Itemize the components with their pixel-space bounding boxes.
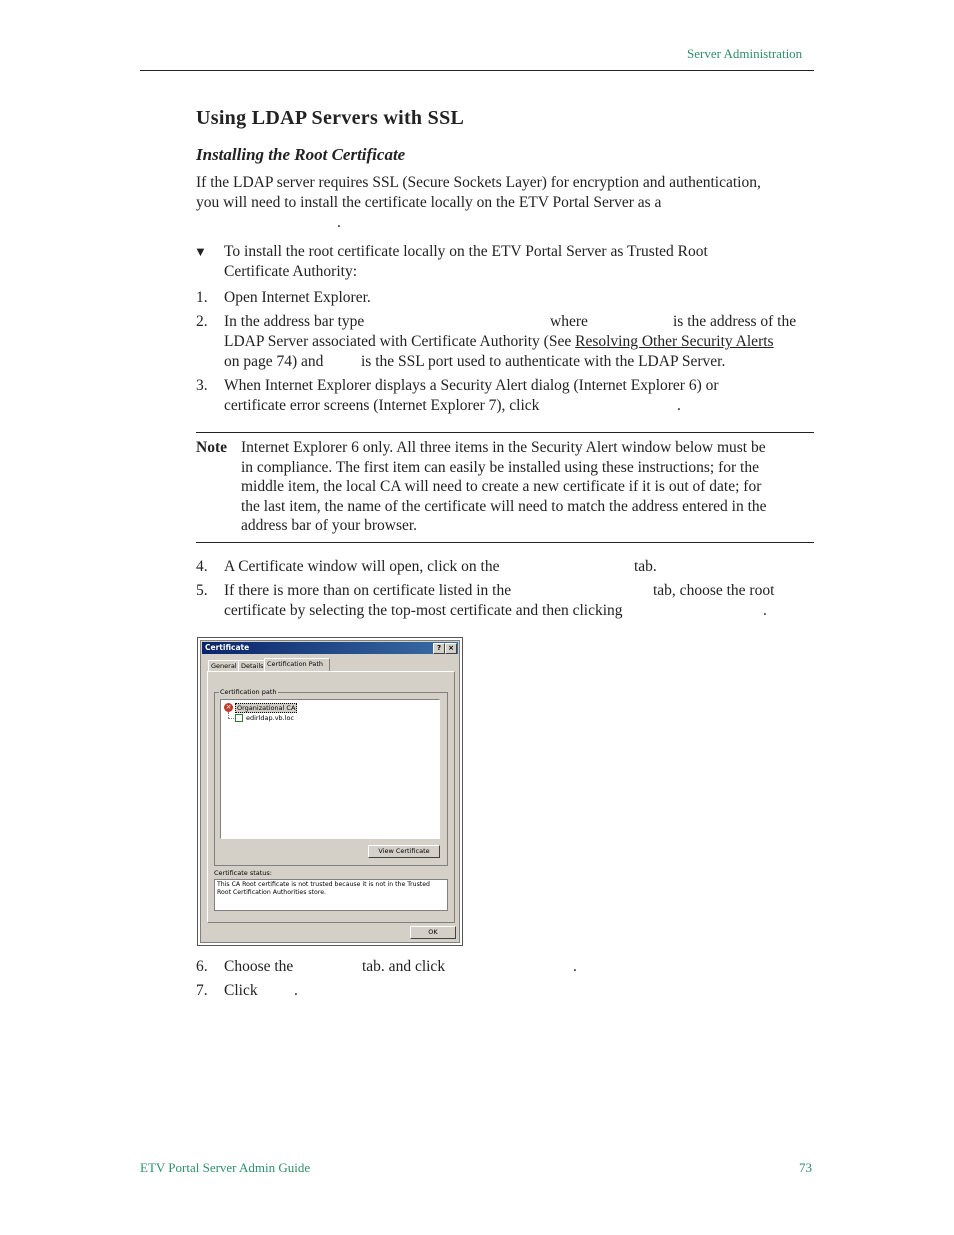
step-3-end: . — [677, 397, 681, 414]
step-2-text-c: is the address of the — [673, 313, 797, 330]
procedure-line-1: To install the root certificate locally on the ETV Portal Server as Trusted Root — [224, 243, 708, 260]
note-top-rule — [196, 432, 814, 433]
status-label: Certificate status: — [214, 869, 272, 877]
note-bottom-rule — [196, 542, 814, 543]
step-6-text-b: tab. and click — [362, 958, 446, 975]
procedure-bullet-icon: ▼ — [194, 244, 207, 259]
tree-item-root[interactable]: Organizational CA — [237, 704, 296, 712]
step-3-line-1: When Internet Explorer displays a Security Alert dialog (Internet Explorer 6) or — [224, 377, 719, 394]
step-1-number: 1. — [196, 289, 208, 306]
step-2-line-2-text: LDAP Server associated with Certificate Authority (See — [224, 333, 576, 350]
step-4-text-b: tab. — [634, 558, 657, 575]
step-3-line-2: certificate error screens (Internet Explorer 7), click — [224, 397, 540, 414]
status-text: This CA Root certificate is not trusted because it is not in the Trusted Root Certification Authorities store. — [214, 879, 448, 911]
step-7-number: 7. — [196, 982, 208, 999]
step-4-text-a: A Certificate window will open, click on the — [224, 558, 500, 575]
note-line-3: middle item, the local CA will need to create a new certificate if it is out of date; for — [241, 478, 762, 495]
step-2-number: 2. — [196, 313, 208, 330]
certificate-dialog-screenshot — [197, 637, 463, 946]
running-header: Server Administration — [687, 46, 803, 61]
group-label: Certification path — [220, 688, 277, 696]
step-5-number: 5. — [196, 582, 208, 599]
tab-general[interactable]: General — [208, 660, 240, 672]
intro-line-1: If the LDAP server requires SSL (Secure Sockets Layer) for encryption and authentication, — [196, 174, 761, 191]
close-icon[interactable]: × — [445, 643, 457, 654]
note-label: Note — [196, 439, 227, 456]
certification-tree[interactable] — [220, 699, 440, 839]
tab-certification-path[interactable]: Certification Path — [264, 658, 330, 672]
step-7-text-a: Click — [224, 982, 258, 999]
step-2-text-a: In the address bar type — [224, 313, 365, 330]
certification-path-group — [214, 688, 448, 866]
header-rule — [140, 70, 814, 71]
ok-button[interactable]: OK — [410, 926, 456, 939]
view-certificate-button[interactable]: View Certificate — [368, 845, 440, 858]
subsection-heading: Installing the Root Certificate — [196, 145, 406, 164]
intro-line-2: you will need to install the certificate locally on the ETV Portal Server as a — [196, 194, 662, 211]
step-3-number: 3. — [196, 377, 208, 394]
step-6-text-a: Choose the — [224, 958, 294, 975]
footer-title: ETV Portal Server Admin Guide — [140, 1160, 311, 1175]
certificate-icon — [235, 714, 243, 722]
step-5-line-2: certificate by selecting the top-most certificate and then clicking — [224, 602, 623, 619]
step-1-text: Open Internet Explorer. — [224, 289, 371, 306]
step-2-line-2 — [224, 332, 774, 352]
section-heading: Using LDAP Servers with SSL — [196, 107, 465, 129]
tab-panel — [207, 671, 455, 923]
step-2-line-3a: on page 74) and — [224, 353, 324, 370]
ca-cert-error-icon: × — [225, 703, 232, 711]
step-6-number: 6. — [196, 958, 208, 975]
step-2-line-3b: is the SSL port used to authenticate with the LDAP Server. — [361, 353, 726, 370]
note-line-4: the last item, the name of the certificate will need to match the address entered in the — [241, 498, 767, 515]
resolving-alerts-link[interactable]: Resolving Other Security Alerts — [575, 333, 774, 350]
help-icon[interactable]: ? — [433, 643, 445, 654]
tree-connector-h — [228, 718, 234, 720]
step-7-end: . — [294, 982, 298, 999]
step-6-end: . — [573, 958, 577, 975]
note-line-5: address bar of your browser. — [241, 517, 418, 534]
step-5-text-a: If there is more than on certificate listed in the — [224, 582, 512, 599]
tab-details[interactable]: Details — [238, 660, 266, 672]
step-4-number: 4. — [196, 558, 208, 575]
note-line-2: in compliance. The first item can easily be installed using these instructions; for the — [241, 459, 759, 476]
note-line-1: Internet Explorer 6 only. All three items in the Security Alert window below must be — [241, 439, 766, 456]
intro-line-3: . — [337, 214, 341, 231]
step-5-text-b: tab, choose the root — [653, 582, 775, 599]
dialog-title: Certificate — [205, 643, 250, 652]
step-5-end: . — [763, 602, 767, 619]
dialog-titlebar — [202, 642, 458, 654]
page-number: 73 — [799, 1160, 812, 1175]
certificate-dialog — [200, 640, 460, 943]
procedure-line-2: Certificate Authority: — [224, 263, 358, 280]
tree-item-leaf[interactable]: edirldap.vb.loc — [246, 714, 295, 722]
step-2-text-b: where — [550, 313, 588, 330]
